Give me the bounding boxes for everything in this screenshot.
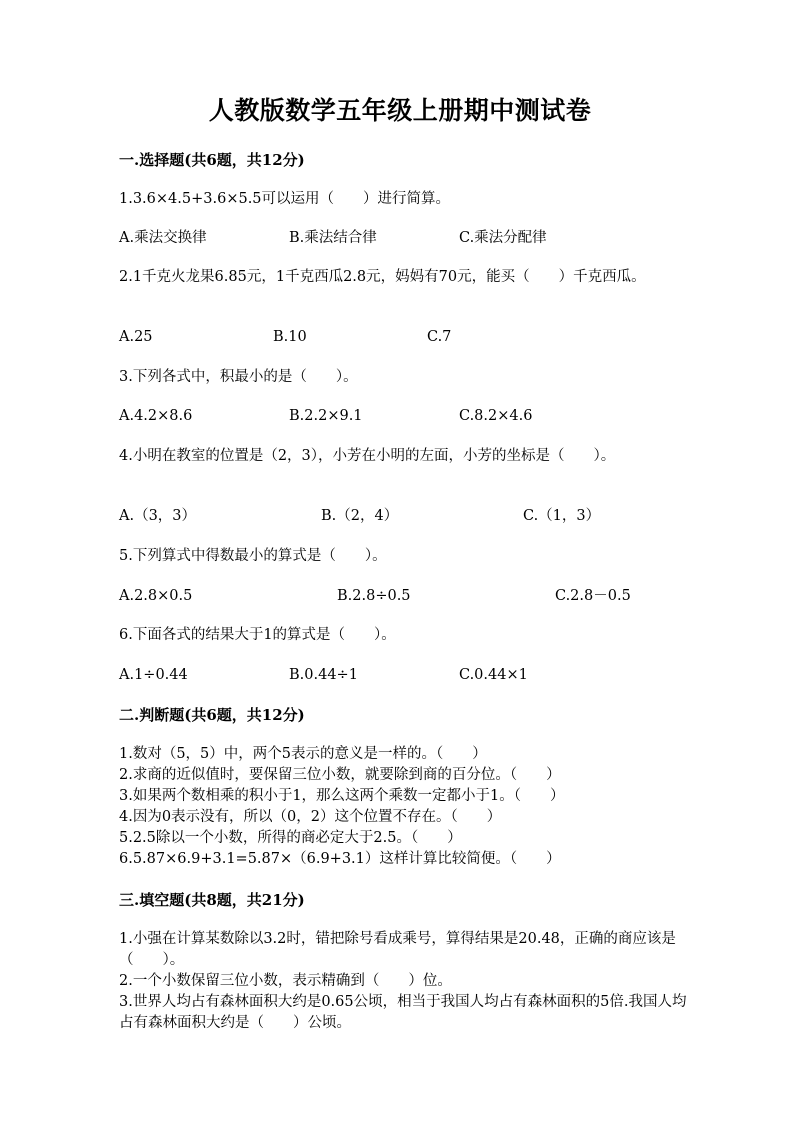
choice-5-option-a: A.2.8×0.5 <box>119 588 193 604</box>
judge-item-4: 4.因为0表示没有，所以（0，2）这个位置不存在。（ ） <box>119 809 502 825</box>
judge-item-6: 6.5.87×6.9+3.1=5.87×（6.9+3.1）这样计算比较简便。（ ） <box>119 851 561 867</box>
choice-1-option-c: C.乘法分配律 <box>459 230 547 246</box>
choice-4-option-a: A.（3，3） <box>119 508 197 524</box>
choice-question-1: 1.3.6×4.5+3.6×5.5可以运用（ ）进行简算。 <box>119 191 451 207</box>
judge-item-2: 2.求商的近似值时，要保留三位小数，就要除到商的百分位。（ ） <box>119 767 561 783</box>
section-heading-choice: 一.选择题(共6题，共12分) <box>119 151 305 169</box>
choice-1-option-b: B.乘法结合律 <box>289 230 377 246</box>
page-title: 人教版数学五年级上册期中测试卷 <box>208 96 592 125</box>
fill-item-1: 1.小强在计算某数除以3.2时，错把除号看成乘号，算得结果是20.48，正确的商应该是（ ）。 <box>119 931 676 968</box>
choice-3-option-a: A.4.2×8.6 <box>119 408 193 424</box>
judge-item-1: 1.数对（5，5）中，两个5表示的意义是一样的。（ ） <box>119 746 487 762</box>
choice-question-5: 5.下列算式中得数最小的算式是（ ）。 <box>119 548 387 564</box>
judge-item-3: 3.如果两个数相乘的积小于1，那么这两个乘数一定都小于1。（ ） <box>119 788 565 804</box>
choice-3-option-c: C.8.2×4.6 <box>459 408 533 424</box>
judge-item-5: 5.2.5除以一个小数，所得的商必定大于2.5。（ ） <box>119 830 462 846</box>
choice-question-3: 3.下列各式中，积最小的是（ ）。 <box>119 369 358 385</box>
choice-1-option-a: A.乘法交换律 <box>119 230 207 246</box>
choice-5-option-b: B.2.8÷0.5 <box>337 588 411 604</box>
choice-question-6: 6.下面各式的结果大于1的算式是（ ）。 <box>119 627 396 643</box>
choice-6-option-c: C.0.44×1 <box>459 667 528 683</box>
choice-2-option-b: B.10 <box>273 329 307 345</box>
section-heading-judge: 二.判断题(共6题，共12分) <box>119 706 305 724</box>
choice-5-option-c: C.2.8－0.5 <box>555 588 631 604</box>
choice-6-option-a: A.1÷0.44 <box>119 667 188 683</box>
choice-4-option-b: B.（2，4） <box>321 508 399 524</box>
fill-item-2: 2.一个小数保留三位小数，表示精确到（ ）位。 <box>119 973 452 989</box>
choice-question-2: 2.1千克火龙果6.85元，1千克西瓜2.8元，妈妈有70元，能买（ ）千克西瓜。 <box>119 269 646 285</box>
choice-4-option-c: C.（1，3） <box>523 508 601 524</box>
choice-2-option-a: A.25 <box>119 329 153 345</box>
choice-3-option-b: B.2.2×9.1 <box>289 408 363 424</box>
fill-item-3: 3.世界人均占有森林面积大约是0.65公顷，相当于我国人均占有森林面积的5倍.我国人均占有森林面积大约是（ ）公顷。 <box>119 994 687 1031</box>
choice-question-4: 4.小明在教室的位置是（2，3），小芳在小明的左面，小芳的坐标是（ ）。 <box>119 448 616 464</box>
section-heading-fill: 三.填空题(共8题，共21分) <box>119 891 305 909</box>
choice-2-option-c: C.7 <box>427 329 452 345</box>
choice-6-option-b: B.0.44÷1 <box>289 667 358 683</box>
